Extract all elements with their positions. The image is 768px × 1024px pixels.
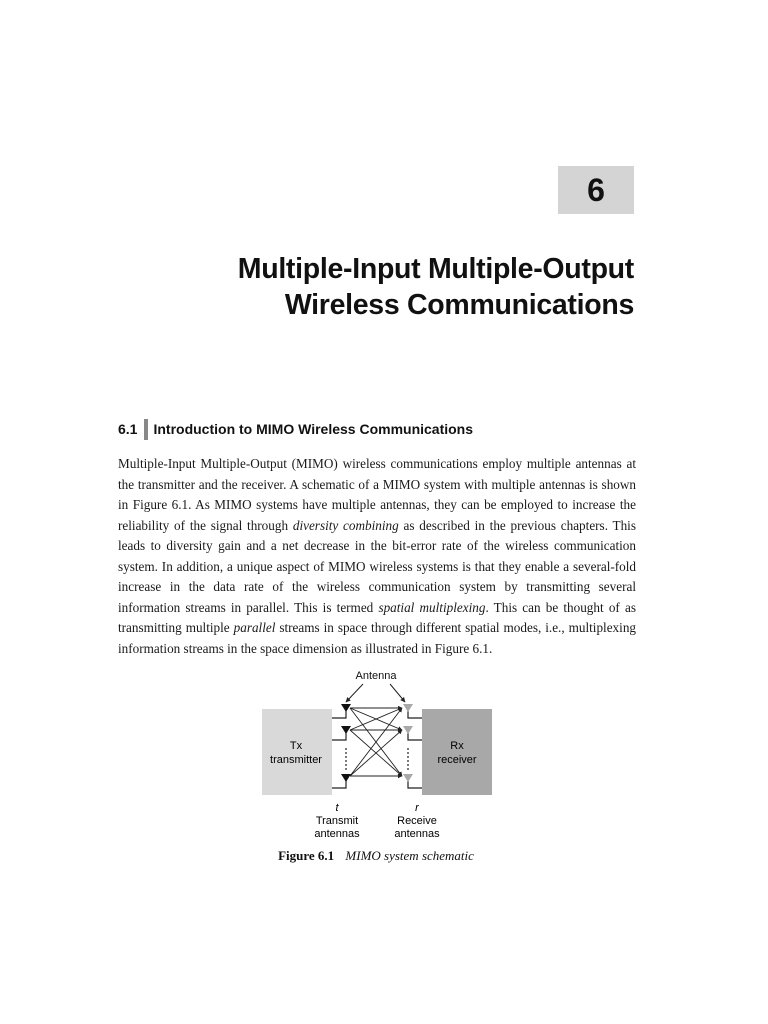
emphasis-parallel: parallel	[233, 620, 276, 635]
tx-antenna-icon	[341, 774, 351, 782]
text-run: . This can be thought of as transmitting multiple	[118, 599, 636, 635]
figure-caption-text: MIMO system schematic	[345, 848, 474, 863]
chapter-title	[120, 251, 634, 323]
tx-sublabel: transmitter	[270, 754, 322, 766]
transmit-antennas-label-2: antennas	[314, 828, 360, 840]
body-paragraph	[118, 454, 636, 659]
antenna-pointer-left	[346, 684, 363, 702]
receive-antennas-label-2: antennas	[394, 828, 440, 840]
antenna-label: Antenna	[355, 670, 397, 682]
t-symbol: t	[335, 802, 339, 814]
text-run: as described in the previous chapters. This leads to diversity gain and a net decrease in the bit-error rate of the wireless communication system. In addition, a unique aspect of MIMO wireless systems is that they enable a several-fold increase in the data rate of the wireless communication system by transmitting several information streams in parallel. This is termed	[118, 517, 636, 615]
mimo-figure	[250, 666, 510, 866]
text-run: streams in space through different spatial modes, i.e., multiplexing information streams in the space dimension as illustrated in Figure 6.1.	[118, 620, 636, 656]
mimo-schematic	[250, 666, 510, 846]
channel-paths	[350, 708, 402, 776]
rx-sublabel: receiver	[437, 754, 477, 766]
chapter-number-box	[558, 166, 634, 214]
r-symbol: r	[415, 802, 419, 814]
chapter-title-line-2: Wireless Communications	[284, 289, 634, 321]
transmit-antennas-label-1: Transmit	[315, 815, 359, 827]
rx-box	[422, 709, 492, 795]
emphasis-spatial-multiplexing: spatial multiplexing	[378, 599, 486, 615]
chapter-title-line-1: Multiple-Input Multiple-Output	[237, 253, 634, 285]
tx-antenna-icon	[341, 704, 351, 712]
chapter-number: 6	[587, 172, 605, 208]
rx-antenna-icon	[403, 774, 413, 782]
section-number: 6.1	[118, 421, 138, 437]
text-run: Multiple-Input Multiple-Output (MIMO) wireless communications employ multiple antennas at the transmitter and the receiver. A schematic of a MIMO system with multiple antennas is shown in Figure 6.1. As MIMO systems have multiple antennas, they can be employed to increase the reliability of the signal through	[118, 456, 636, 533]
emphasis-diversity-combining: diversity combining	[292, 517, 399, 533]
rx-antenna-icon	[403, 704, 413, 712]
section-divider-bar	[144, 419, 148, 440]
antenna-pointer-right	[390, 684, 405, 702]
tx-antenna-icon	[341, 726, 351, 734]
receive-antennas-label-1: Receive	[397, 815, 437, 827]
rx-label: Rx	[450, 740, 464, 752]
section-heading	[118, 418, 473, 440]
tx-box	[262, 709, 332, 795]
section-title: Introduction to MIMO Wireless Communications	[153, 421, 474, 437]
rx-antenna-icon	[403, 726, 413, 734]
figure-caption	[200, 848, 552, 864]
figure-caption-number: Figure 6.1	[278, 848, 335, 863]
paragraph-1	[118, 454, 636, 659]
tx-label: Tx	[289, 740, 303, 752]
